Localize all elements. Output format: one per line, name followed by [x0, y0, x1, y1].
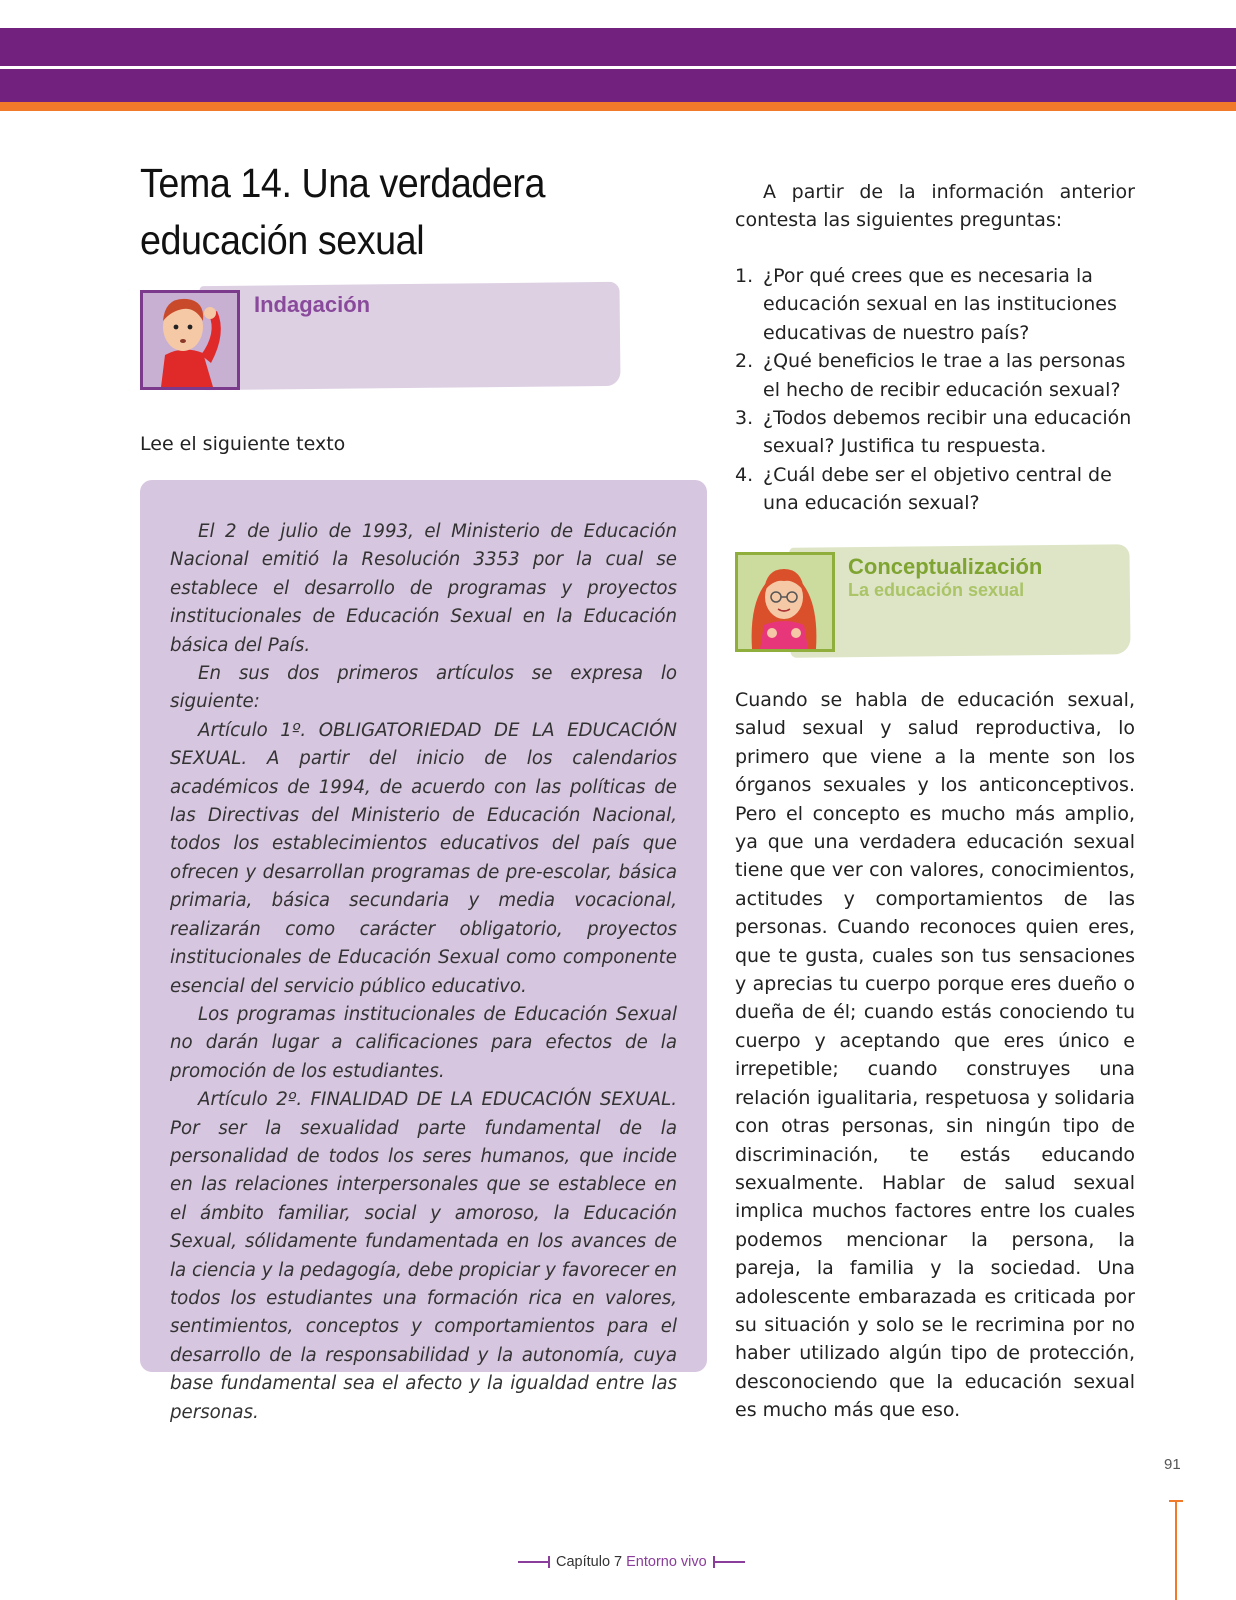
conceptualizacion-illustration [735, 552, 835, 652]
list-item [735, 461, 1135, 518]
page-title: Tema 14. Una verdadera educación sexual [140, 160, 546, 263]
header-band-top [0, 28, 1236, 66]
header-band-middle [0, 69, 1236, 102]
question-number: 4. [735, 463, 754, 486]
header-band-orange [0, 102, 1236, 111]
instruction-text: Lee el siguiente texto [140, 433, 346, 455]
list-item [735, 262, 1135, 347]
question-text: ¿Cuál debe ser el objetivo central de una educación sexual? [763, 463, 1112, 515]
reading-box [140, 480, 707, 1423]
question-text: ¿Qué beneficios le trae a las personas el hecho de recibir educación sexual? [763, 350, 1126, 401]
conceptualizacion-label: Conceptualización [848, 554, 1043, 579]
reading-paragraph: En sus dos primeros artículos se expresa lo siguiente: [170, 663, 677, 713]
question-text: ¿Por qué crees que es necesaria la educación sexual en las instituciones educativas de nuestro país? [763, 265, 1117, 344]
margin-line [1175, 1500, 1177, 1600]
question-number: 3. [735, 407, 754, 430]
question-number: 2. [735, 350, 754, 373]
question-number: 1. [735, 265, 754, 287]
list-item [735, 347, 1135, 404]
chapter-footer [518, 1552, 745, 1572]
reading-paragraph: Artículo 1º. OBLIGATORIEDAD DE LA EDUCACIÓN SEXUAL. A partir del inicio de los calendarios académicos de 1994, de acuerdo con las políticas de las Directivas del Ministerio de Educación Nacional, todos los establecimientos educativos del país que ofrecen y desarrollan programas de pre-escolar, básica primaria, básica secundaria y media vocacional, realizarán como carácter obligatorio, proyectos institucionales de Educación Sexual como componente esencial del servicio público educativo. [170, 719, 677, 997]
chapter-name: Entorno vivo [626, 1554, 707, 1570]
indagacion-illustration [140, 290, 240, 390]
page-number: 91 [1164, 1456, 1181, 1473]
footer-left-rule [518, 1561, 550, 1563]
footer-right-rule [713, 1561, 745, 1563]
question-text: ¿Todos debemos recibir una educación sexual? Justifica tu respuesta. [763, 407, 1132, 458]
body-paragraph: Cuando se habla de educación sexual, salud sexual y salud reproductiva, lo primero que viene a la mente son los órganos sexuales y los anticonceptivos. Pero el concepto es mucho más amplio, ya que una verdadera educación sexual tiene que ver con valores, conocimientos, actitudes y comportamientos de las personas. Cuando reconoces quien eres, que te gusta, cuales son tus sensaciones y aprecias tu cuerpo porque eres dueño o dueña de él; cuando estás conociendo tu cuerpo y aceptando que eres único e irrepetible; cuando construyes una relación igualitaria, respetuosa y solidaria con otras personas, sin ningún tipo de discriminación, te estás educando sexualmente. Hablar de salud sexual implica muchos factores entre los cuales podemos mencionar la persona, la pareja, la familia y la sociedad. Una adolescente embarazada es criticada por su situación y solo se le recrimina por no haber utilizado algún tipo de protección, desconociendo que la educación sexual es mucho más que eso. [735, 689, 1135, 1422]
chapter-label: Capítulo 7 [556, 1554, 623, 1570]
reading-paragraph: Artículo 2º. FINALIDAD DE LA EDUCACIÓN SEXUAL. Por ser la sexualidad parte fundamental de la personalidad de todos los seres humanos, que incide en las relaciones interpersonales que se establece en el ámbito familiar, social y amoroso, la Educación Sexual, sólidamente fundamentada en los avances de la ciencia y la pedagogía, debe propiciar y favorecer en todos los estudiantes una formación rica en valores, sentimientos, conceptos y comportamientos para el desarrollo de la responsabilidad y la autonomía, cuya base fundamental sea el afecto y la igualdad entre las personas. [170, 1089, 677, 1423]
teacher-girl-icon [738, 555, 832, 649]
questions-list [735, 262, 1135, 518]
questions-intro [735, 178, 1135, 235]
conceptualizacion-subtitle: La educación sexual [848, 580, 1025, 600]
list-item [735, 404, 1135, 461]
reading-paragraph: El 2 de julio de 1993, el Ministerio de Educación Nacional emitió la Resolución 3353 por la cual se establece el desarrollo de programas y proyectos institucionales de Educación Sexual en la Educación básica del País. [170, 521, 677, 656]
indagacion-label: Indagación [254, 292, 371, 317]
reading-paragraph: Los programas institucionales de Educación Sexual no darán lugar a calificaciones para efectos de la promoción de los estudiantes. [170, 1003, 677, 1082]
thinking-boy-icon [143, 293, 237, 387]
questions-intro-text: A partir de la información anterior contesta las siguientes preguntas: [735, 181, 1135, 232]
